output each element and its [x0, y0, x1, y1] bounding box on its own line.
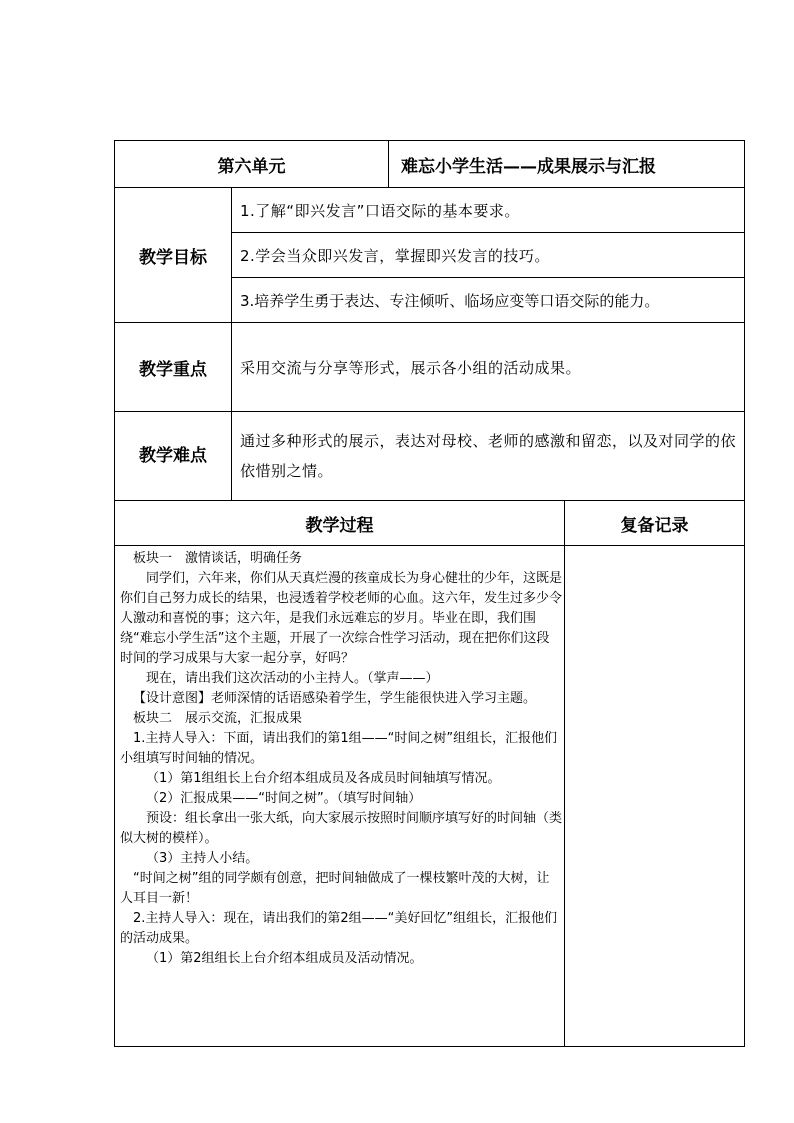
unit-label: 第六单元	[115, 141, 389, 188]
objective-item: 3.培养学生勇于表达、专注倾听、临场应变等口语交际的能力。	[232, 278, 745, 323]
process-heading: 教学过程	[115, 501, 565, 546]
focus-text: 采用交流与分享等形式，展示各小组的活动成果。	[232, 323, 745, 412]
process-header-row	[115, 501, 745, 546]
paragraph: 1.主持人导入：下面，请出我们的第1组——“时间之树”组组长，汇报他们小组填写时间轴的情况。	[120, 731, 558, 766]
difficulty-text: 通过多种形式的展示，表达对母校、老师的感激和留恋，以及对同学的依依惜别之情。	[232, 412, 745, 501]
header-row	[115, 141, 745, 188]
lesson-plan-table	[114, 140, 745, 1047]
objective-item: 2.学会当众即兴发言，掌握即兴发言的技巧。	[232, 233, 745, 278]
paragraph: （2）汇报成果——“时间之树”。（填写时间轴）	[146, 791, 422, 806]
design-intent: 【设计意图】老师深情的话语感染着学生，学生能很快进入学习主题。	[133, 691, 537, 706]
section-heading: 板块一 激情谈话，明确任务	[133, 551, 303, 566]
objective-item: 1.了解“即兴发言”口语交际的基本要求。	[232, 188, 745, 233]
notes-heading: 复备记录	[565, 501, 745, 546]
section-heading: 板块二 展示交流，汇报成果	[133, 711, 303, 726]
paragraph: （3）主持人小结。	[146, 851, 259, 866]
paragraph: “时间之树”组的同学颇有创意，把时间轴做成了一棵枝繁叶茂的大树，让人耳目一新！	[120, 871, 550, 906]
process-body-row	[115, 546, 745, 1047]
paragraph: （1）第2组组长上台介绍本组成员及活动情况。	[146, 951, 423, 966]
lesson-title: 难忘小学生活——成果展示与汇报	[389, 141, 745, 188]
paragraph: 现在，请出我们这次活动的小主持人。（掌声——）	[146, 671, 439, 686]
difficulty-label: 教学难点	[115, 412, 232, 501]
difficulty-row	[115, 412, 745, 501]
process-content	[115, 546, 565, 1047]
paragraph: （1）第1组组长上台介绍本组成员及各成员时间轴填写情况。	[146, 771, 501, 786]
objectives-label: 教学目标	[115, 188, 232, 323]
notes-content	[565, 546, 745, 1047]
paragraph: 同学们，六年来，你们从天真烂漫的孩童成长为身心健壮的少年，这既是你们自己努力成长的结果，也浸透着学校老师的心血。这六年，发生过多少令人激动和喜悦的事；这六年，是我们永远难忘的岁月。毕业在即，我们围绕“难忘小学生活”这个主题，开展了一次综合性学习活动，现在把你们这段时间的学习成果与大家一起分享，好吗？	[120, 571, 563, 666]
focus-label: 教学重点	[115, 323, 232, 412]
paragraph: 2.主持人导入：现在，请出我们的第2组——“美好回忆”组组长，汇报他们的活动成果。	[120, 911, 558, 946]
objectives-row	[115, 188, 745, 233]
focus-row	[115, 323, 745, 412]
paragraph: 预设：组长拿出一张大纸，向大家展示按照时间顺序填写好的时间轴（类似大树的模样）。	[120, 811, 563, 846]
